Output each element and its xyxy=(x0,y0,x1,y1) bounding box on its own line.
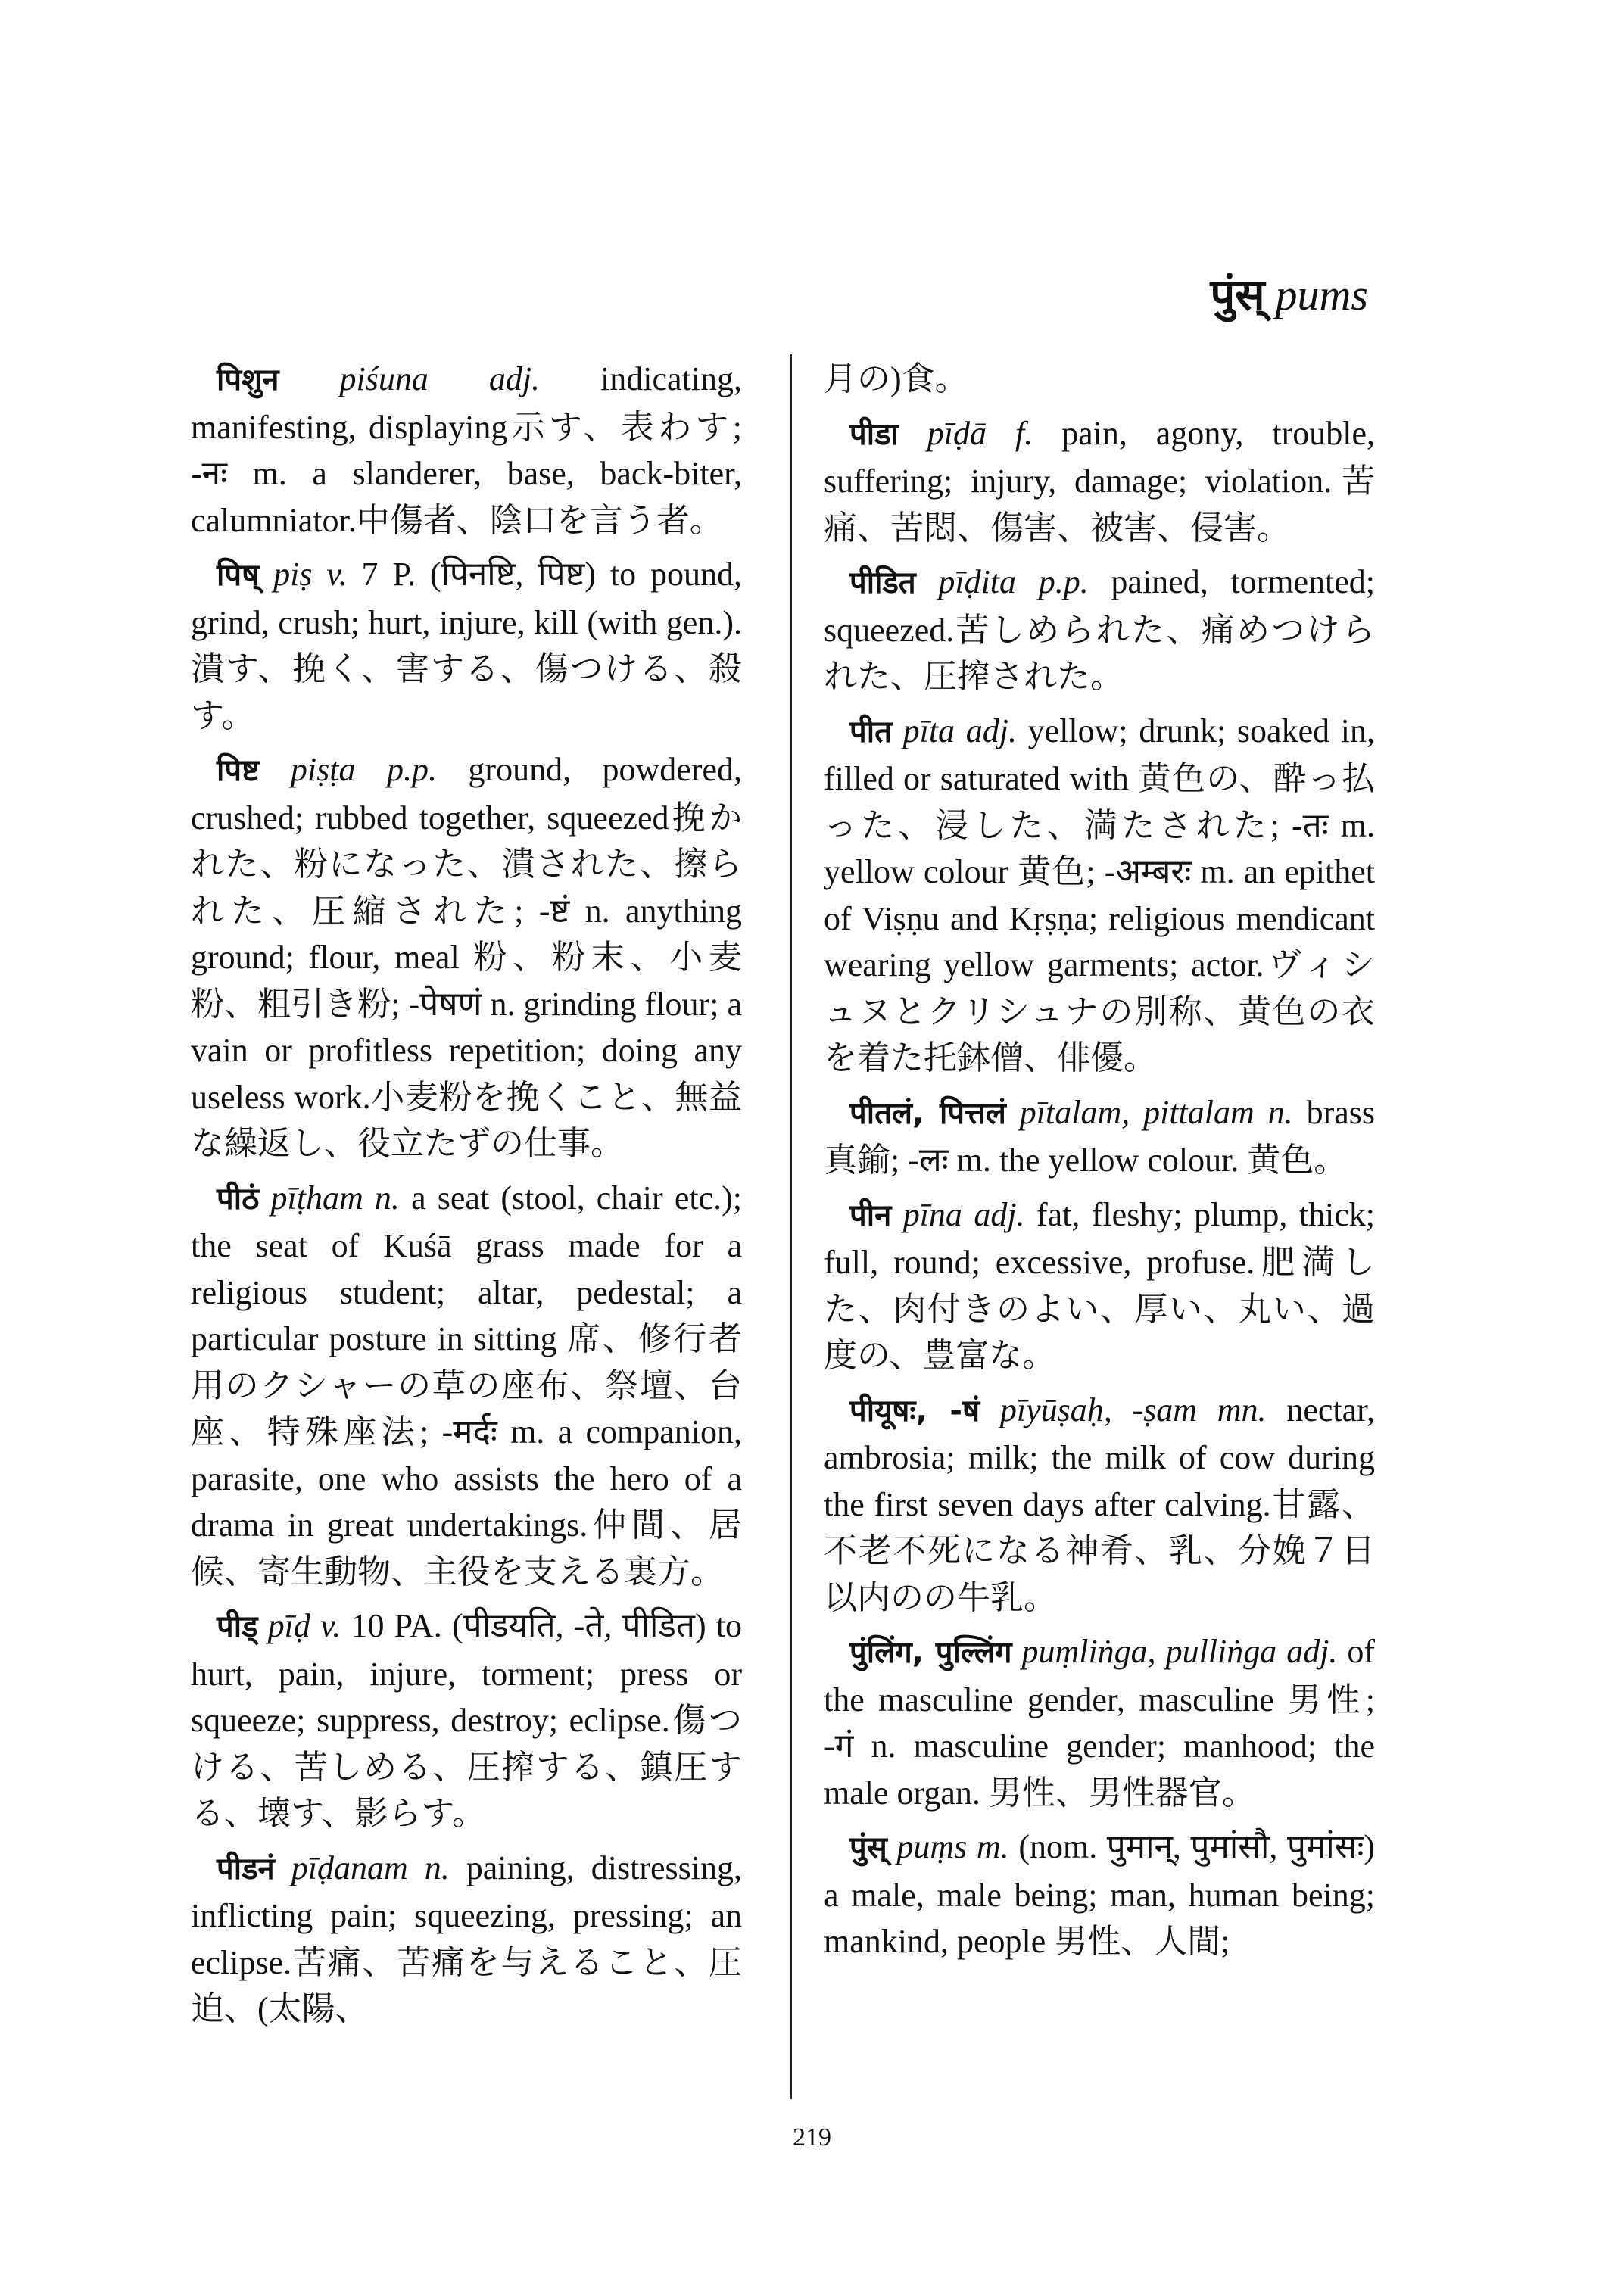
entry-pida: पीडा pīḍā f. pain, agony, trouble, suffering; injury, damage; violation.苦痛、苦悶、傷害、被害、侵害。 xyxy=(824,414,1376,547)
column-divider xyxy=(790,354,792,2099)
left-column xyxy=(191,356,742,2040)
entry-pumlinga: पुंलिंग, पुल्लिंग puṃliṅga, pulliṅga adj. of the masculine gender, masculine 男性; -गं n. masculine gender; manhood; the male organ. 男性、男性器官。 xyxy=(824,1633,1375,1812)
entry-pidanam: पीडनं pīḍanam n. paining, distressing, inflicting pain; squeezing, pressing; an eclipse.苦痛、苦痛を与えること、圧迫、(太陽、 xyxy=(191,1849,743,2027)
header-devanagari: पुंस् xyxy=(1210,269,1265,320)
entry-pina: पीन pīna adj. fat, fleshy; plump, thick; full, round; excessive, profuse.肥満した、肉付きのよい、厚い、丸い、過度の、豊富な。 xyxy=(824,1195,1376,1374)
entry-pista: पिष्ट piṣṭa p.p. ground, powdered, crushed; rubbed together, squeezed挽かれた、粉になった、潰された、擦られた、圧縮された; -ष्टं n. anything ground; flour, meal 粉、粉末、小麦粉、粗引き粉; -पेषणं n. grinding flour; a vain or profitless repetition; doing any useless work.小麦粉を挽くこと、無益な繰返し、役立たずの仕事。 xyxy=(191,751,743,1162)
entry-pid: पीड् pīḍ v. 10 PA. (पीडयति, -ते, पीडित) to hurt, pain, injure, torment; press or squeeze; suppress, destroy; eclipse.傷つける、苦しめる、圧搾する、鎮圧する、壊す、影らす。 xyxy=(191,1607,742,1832)
entry-pums: पुंस् puṃs m. (nom. पुमान्, पुमांसौ, पुमांसः) a male, male being; man, human being; mankind, people 男性、人間; xyxy=(824,1828,1375,1960)
entry-pita: पीत pīta adj. yellow; drunk; soaked in, filled or saturated with 黄色の、酔っ払った、浸した、満たされた; -तः m. yellow colour 黄色; -अम्बरः m. an epithet of Viṣṇu and Kṛṣṇa; religious mendicant wearing yellow garments; actor.ヴィシュヌとクリシュナの別称、黄色の衣を着た托鉢僧、俳優。 xyxy=(824,712,1376,1076)
running-header xyxy=(1210,269,1368,320)
entry-pitham: पीठं pīṭham n. a seat (stool, chair etc.); the seat of Kuśā grass made for a religious student; altar, pedestal; a particular posture in sitting 席、修行者用のクシャーの草の座布、祭壇、台座、特殊座法; -मर्दः m. a companion, parasite, one who assists the hero of a drama in great undertakings.仲間、居候、寄生動物、主役を支える裏方。 xyxy=(191,1179,743,1590)
entry-continuation: 月の)食。 xyxy=(824,360,968,397)
entry-piyusah: पीयूषः, -षं pīyūṣaḥ, -ṣam mn. nectar, ambrosia; milk; the milk of cow during the first seven days after calving.甘露、不老不死になる神肴、乳、分娩７日以内のの牛乳。 xyxy=(824,1391,1376,1616)
entry-pisuna: पिशुन piśuna adj. indicating, manifesting, displaying示す、表わす; -नः m. a slanderer, base, back-biter, calumniator.中傷者、陰口を言う者。 xyxy=(191,360,743,539)
entry-pis: पिष् piṣ v. 7 P. (पिनष्टि, पिष्ट) to pound, grind, crush; hurt, injure, kill (with gen.).潰す、挽く、害する、傷つける、殺す。 xyxy=(191,556,743,734)
header-roman: pums xyxy=(1275,270,1368,319)
entry-pidita: पीडित pīḍita p.p. pained, tormented; squeezed.苦しめられた、痛めつけられた、圧搾された。 xyxy=(824,563,1376,695)
right-column xyxy=(824,356,1375,1973)
page-number: 219 xyxy=(793,2123,831,2151)
entry-pitalam: पीतलं, पित्तलं pītalam, pittalam n. brass 真鍮; -लः m. the yellow colour. 黄色。 xyxy=(824,1093,1376,1179)
